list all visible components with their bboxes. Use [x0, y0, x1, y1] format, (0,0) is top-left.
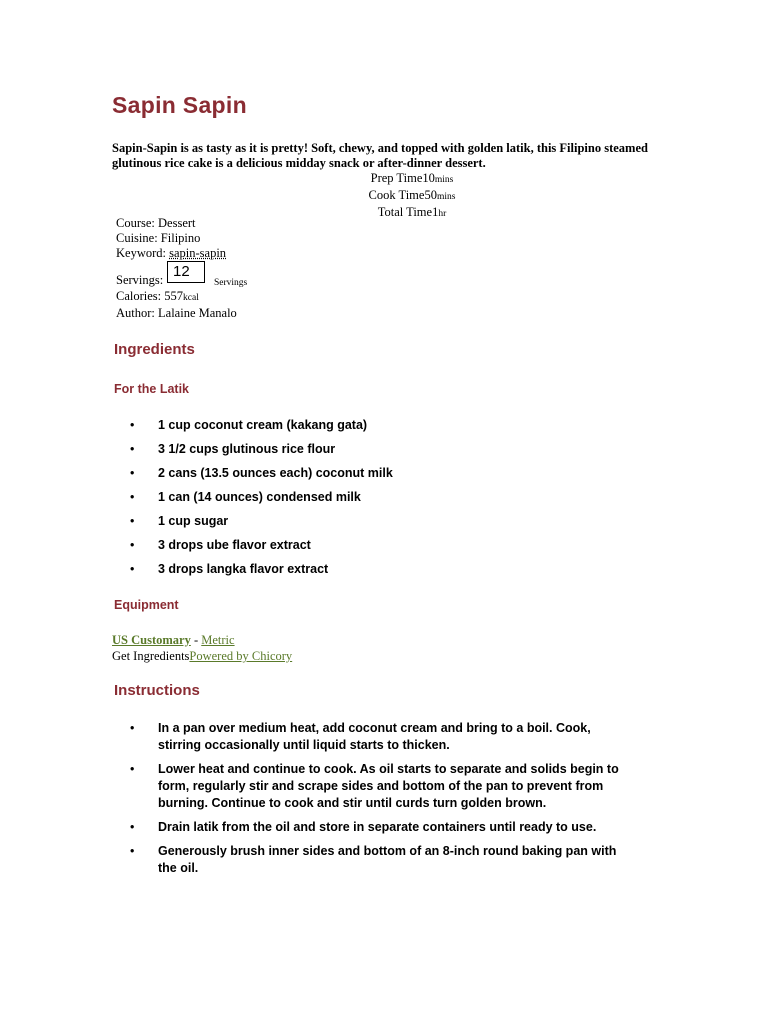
- calories: [116, 289, 237, 306]
- chicory-row: [112, 648, 292, 664]
- ingredients-list: [130, 418, 393, 586]
- keyword-value: sapin-sapin: [169, 246, 227, 260]
- ingredient-item: • 3 1/2 cups glutinous rice flour: [130, 442, 393, 466]
- instruction-step: • Drain latik from the oil and store in separate containers until ready to use.: [130, 819, 628, 836]
- instructions-heading: Instructions: [114, 682, 200, 699]
- instruction-step: • Lower heat and continue to cook. As oil starts to separate and solids begin to form, regularly stir and scrape sides and bottom of the pan to prevent from burning. Continue to cook and stir until curds turn golden brown.: [130, 761, 628, 812]
- ingredient-item: • 2 cans (13.5 ounces each) coconut milk: [130, 466, 393, 490]
- author: Author: Lalaine Manalo: [116, 306, 237, 320]
- total-time-unit: hr: [438, 209, 447, 219]
- ingredients-heading: Ingredients: [114, 341, 195, 358]
- servings-unit: Servings: [214, 278, 248, 288]
- prep-time-unit: mins: [434, 175, 454, 185]
- unit-links: [112, 632, 292, 664]
- prep-time-label: Prep Time: [370, 171, 423, 185]
- recipe-intro: Sapin-Sapin is as tasty as it is pretty! Soft, chewy, and topped with golden latik, this Filipino steamed glutinous rice cake is a delicious midday snack or after-dinner dessert.: [112, 141, 648, 170]
- calories-unit: kcal: [183, 293, 199, 303]
- cook-time-unit: mins: [436, 192, 456, 202]
- servings-input[interactable]: 12: [167, 261, 205, 283]
- cook-time: [28, 188, 768, 205]
- equipment-heading: Equipment: [114, 598, 179, 612]
- calories-value: 557: [164, 289, 184, 303]
- servings-row: [116, 261, 248, 289]
- ingredient-item: • 1 cup coconut cream (kakang gata): [130, 418, 393, 442]
- course: Course: Dessert: [116, 216, 196, 230]
- ingredient-item: • 3 drops langka flavor extract: [130, 562, 393, 586]
- recipe-times: [0, 171, 768, 222]
- instruction-step: • Generously brush inner sides and bottom of an 8-inch round baking pan with the oil.: [130, 843, 628, 877]
- instructions-list: [130, 720, 628, 884]
- prep-time: [28, 171, 768, 188]
- unit-toggle: [112, 632, 292, 648]
- keyword: [116, 246, 237, 261]
- cook-time-label: Cook Time: [368, 188, 425, 202]
- servings-label: Servings:: [116, 273, 164, 287]
- chicory-link[interactable]: Powered by Chicory: [189, 649, 293, 663]
- ingredient-item: • 1 cup sugar: [130, 514, 393, 538]
- prep-time-value: 10: [422, 171, 435, 185]
- total-time-value: 1: [432, 205, 439, 219]
- recipe-meta: [116, 216, 248, 321]
- ingredient-item: • 3 drops ube flavor extract: [130, 538, 393, 562]
- recipe-title: Sapin Sapin: [112, 92, 247, 118]
- unit-separator: -: [190, 633, 202, 647]
- total-time-label: Total Time: [377, 205, 433, 219]
- instruction-step: • In a pan over medium heat, add coconut cream and bring to a boil. Cook, stirring occasionally until liquid starts to thicken.: [130, 720, 628, 754]
- get-ingredients-label: Get Ingredients: [112, 649, 190, 663]
- latik-subheading: For the Latik: [114, 382, 190, 396]
- ingredient-item: • 1 can (14 ounces) condensed milk: [130, 490, 393, 514]
- keyword-label: Keyword:: [116, 246, 170, 260]
- cuisine: Cuisine: Filipino: [116, 231, 201, 245]
- calories-label: Calories:: [116, 289, 165, 303]
- us-customary-link[interactable]: US Customary: [112, 633, 191, 647]
- metric-link[interactable]: Metric: [201, 633, 235, 647]
- cook-time-value: 50: [424, 188, 437, 202]
